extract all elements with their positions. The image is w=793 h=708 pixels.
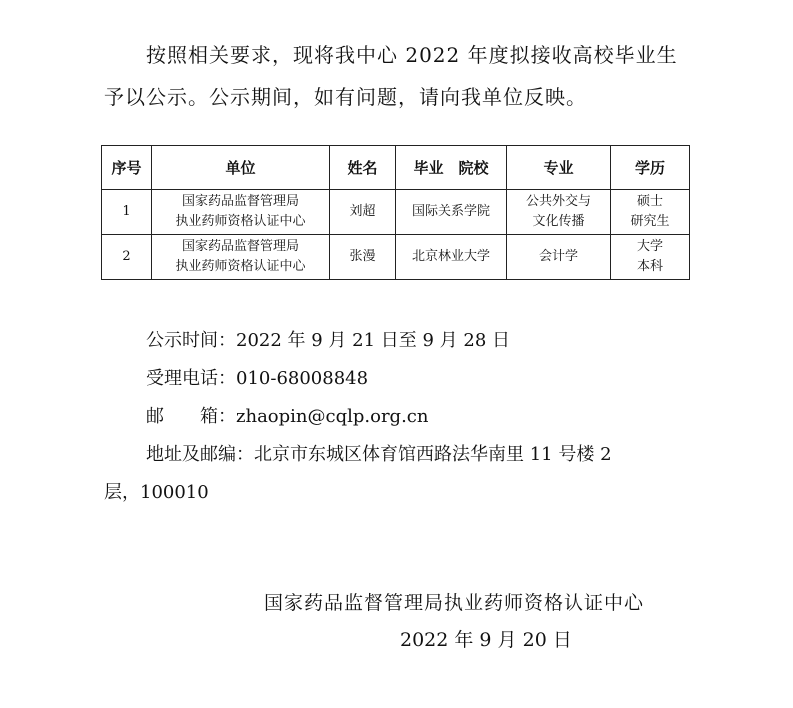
contact-phone: 受理电话：010-68008848	[146, 368, 369, 389]
cell-major: 会计学	[507, 235, 611, 280]
cell-name: 张漫	[330, 235, 396, 280]
contact-address: 地址及邮编：北京市东城区体育馆西路法华南里 11 号楼 2	[146, 444, 612, 465]
cell-name: 刘超	[330, 190, 396, 235]
contact-info	[104, 322, 699, 512]
cell-index: 2	[102, 235, 152, 280]
header-unit: 单位	[152, 146, 330, 190]
table-row	[102, 190, 690, 235]
signature-organization: 国家药品监督管理局执业药师资格认证中心	[264, 592, 645, 614]
cell-school: 国际关系学院	[396, 190, 507, 235]
header-major: 专业	[507, 146, 611, 190]
intro-text: 按照相关要求，现将我中心 2022 年度拟接收高校毕业生予以公示。公示期间，如有问题，请向我单位反映。	[104, 43, 678, 109]
table-header-row	[102, 146, 690, 190]
cell-school: 北京林业大学	[396, 235, 507, 280]
cell-unit: 国家药品监督管理局 执业药师资格认证中心	[152, 235, 330, 280]
contact-address-cont: 层，100010	[104, 482, 209, 503]
intro-paragraph	[104, 34, 694, 118]
header-index: 序号	[102, 146, 152, 190]
header-degree: 学历	[611, 146, 690, 190]
contact-email: 邮 箱：zhaopin@cqlp.org.cn	[146, 406, 429, 427]
cell-index: 1	[102, 190, 152, 235]
cell-degree: 硕士 研究生	[611, 190, 690, 235]
header-name: 姓名	[330, 146, 396, 190]
graduate-table	[101, 145, 690, 280]
table-row	[102, 235, 690, 280]
cell-major: 公共外交与 文化传播	[507, 190, 611, 235]
cell-degree: 大学 本科	[611, 235, 690, 280]
signature-date: 2022 年 9 月 20 日	[400, 629, 572, 651]
cell-unit: 国家药品监督管理局 执业药师资格认证中心	[152, 190, 330, 235]
publicity-period: 公示时间：2022 年 9 月 21 日至 9 月 28 日	[146, 330, 511, 351]
header-school: 毕业 院校	[396, 146, 507, 190]
